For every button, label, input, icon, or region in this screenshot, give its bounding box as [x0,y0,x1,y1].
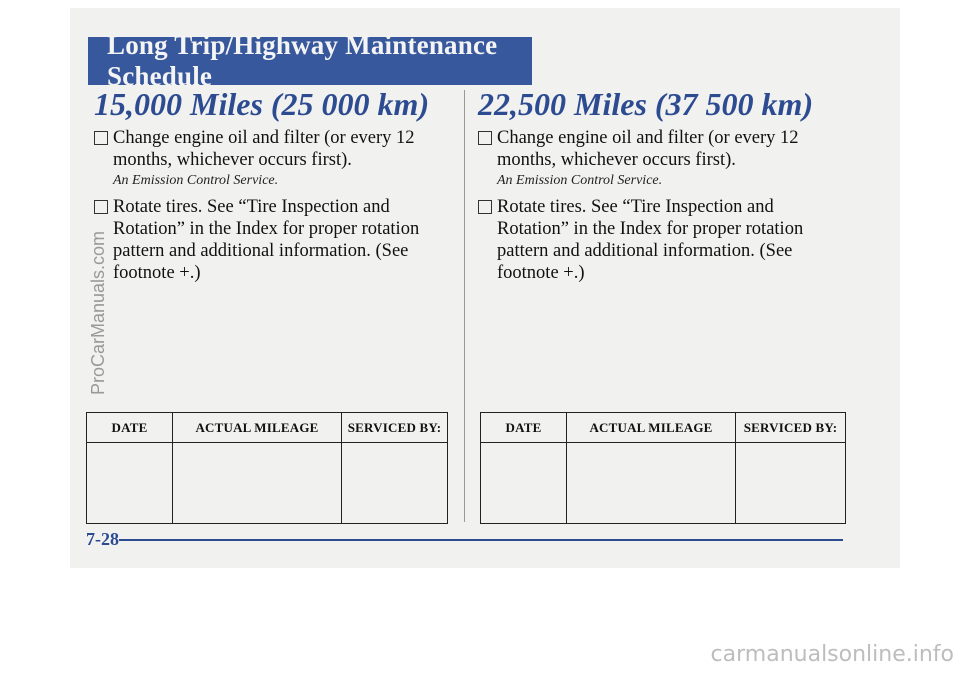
mileage-column [173,413,342,523]
column-header: SERVICED BY: [736,413,845,443]
checkbox-icon[interactable] [94,131,108,145]
date-column [87,413,173,523]
date-entry-cell[interactable] [87,443,172,523]
column-header: ACTUAL MILEAGE [567,413,735,443]
item-note: An Emission Control Service. [497,173,663,188]
checklist-item [478,196,830,284]
mileage-entry-cell[interactable] [567,443,735,523]
side-watermark: ProCarManuals.com [88,230,108,395]
checkbox-icon[interactable] [478,200,492,214]
checklist-item [94,196,446,284]
checklist-item [478,127,838,171]
serviced-by-column [736,413,845,523]
column-header: ACTUAL MILEAGE [173,413,341,443]
column-header: DATE [481,413,566,443]
checkbox-icon[interactable] [94,200,108,214]
item-text: Change engine oil and filter (or every 12 months, whichever occurs first). [113,128,415,170]
section-banner [88,30,532,91]
service-record-table-right [480,412,846,524]
date-column [481,413,567,523]
mileage-entry-cell[interactable] [173,443,341,523]
section-title: Long Trip/Highway Maintenance Schedule [107,30,498,91]
serviced-by-column [342,413,447,523]
bottom-watermark: carmanualsonline.info [710,642,954,667]
serviced-by-entry-cell[interactable] [736,443,845,523]
footer-rule [119,539,843,541]
column-header: SERVICED BY: [342,413,447,443]
item-text: Rotate tires. See “Tire Inspection and Rotation” in the Index for proper rotation pattern and additional information. (See footnote +.) [497,197,804,283]
service-record-table-left [86,412,448,524]
interval-heading-right: 22,500 Miles (37 500 km) [478,86,814,122]
column-divider [464,90,465,522]
interval-heading-left: 15,000 Miles (25 000 km) [94,86,430,122]
column-header: DATE [87,413,172,443]
page-number: 7-28 [86,529,119,549]
mileage-column [567,413,736,523]
item-text: Rotate tires. See “Tire Inspection and Rotation” in the Index for proper rotation pattern and additional information. (See footnote +.) [113,197,420,283]
checklist-item [94,127,454,171]
checkbox-icon[interactable] [478,131,492,145]
item-text: Change engine oil and filter (or every 12 months, whichever occurs first). [497,128,799,170]
serviced-by-entry-cell[interactable] [342,443,447,523]
date-entry-cell[interactable] [481,443,566,523]
item-note: An Emission Control Service. [113,173,279,188]
